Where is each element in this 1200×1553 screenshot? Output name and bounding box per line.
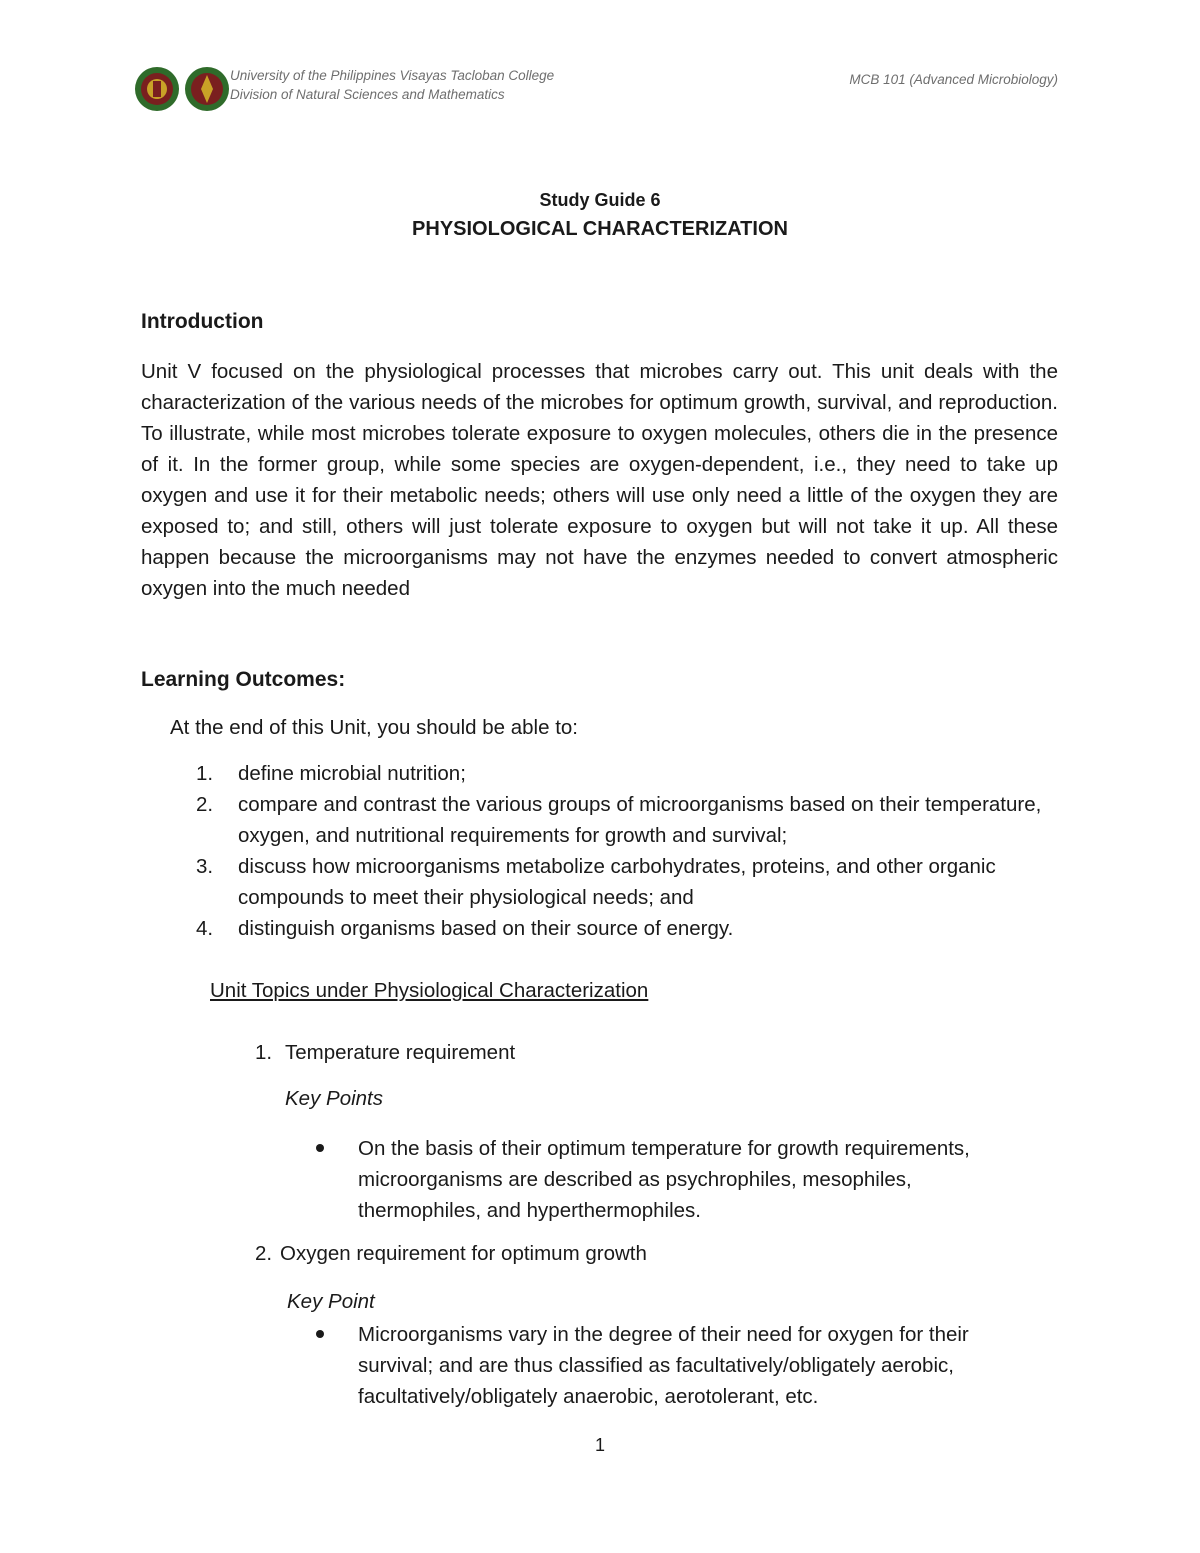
learning-outcomes-lead: At the end of this Unit, you should be able to: [170,716,578,739]
list-item-text: define microbial nutrition; [238,762,466,785]
introduction-paragraph: Unit V focused on the physiological processes that microbes carry out. This unit deals with the characterization of the various needs of the microbes for optimum growth, survival, and reproduction. To illustrate, while most microbes tolerate exposure to oxygen molecules, others die in the presence of it. In the former group, while some species are oxygen-dependent, i.e., they need to take up oxygen and use it for their metabolic needs; others will use only need a little of the oxygen they are exposed to; and still, others will just tolerate exposure to oxygen but will not take it up. All these happen because the microorganisms may not have the enzymes needed to convert atmospheric oxygen into the much needed [141,360,1058,600]
course-label: MCB 101 (Advanced Microbiology) [849,72,1058,87]
upvtc-seal-icon [184,66,230,112]
learning-outcomes-heading: Learning Outcomes: [141,668,346,691]
introduction-heading: Introduction [141,310,264,333]
topic-title: Oxygen requirement for optimum growth [280,1242,647,1265]
institution-line-2: Division of Natural Sciences and Mathematics [230,87,505,102]
key-point-bullet [316,1133,1036,1226]
page-number: 1 [594,1435,605,1455]
list-item-text: distinguish organisms based on their source of energy. [238,917,734,940]
page-header [134,64,1058,114]
topic-oxygen [255,1242,647,1266]
list-item [196,851,1056,913]
topic-number: 2. [255,1242,273,1265]
key-point-text: On the basis of their optimum temperature for growth requirements, microorganisms are described as psychrophiles, mesophiles, thermophiles, and hyperthermophiles. [358,1137,970,1222]
list-item [196,789,1056,851]
list-item-number: 2. [196,793,214,816]
topic-number: 1. [255,1041,273,1064]
list-item-text: discuss how microorganisms metabolize carbohydrates, proteins, and other organic compounds to meet their physiological needs; and [238,855,996,909]
list-item [196,913,1056,944]
institution-name [230,66,554,104]
list-item [196,758,1056,789]
bullet-icon [316,1330,324,1338]
key-point-text: Microorganisms vary in the degree of their need for oxygen for their survival; and are thus classified as facultatively/obligately aerobic, facultatively/obligately anaerobic, aerotolerant, etc. [358,1323,969,1408]
list-item-number: 4. [196,917,214,940]
study-guide-number: Study Guide 6 [539,190,661,210]
list-item-number: 1. [196,762,214,785]
bullet-icon [316,1144,324,1152]
key-point-bullet [316,1319,1036,1412]
topic-title: Temperature requirement [285,1041,516,1064]
learning-outcomes-list [196,758,1056,944]
key-points-label: Key Points [285,1087,383,1110]
institution-line-1: University of the Philippines Visayas Tacloban College [230,68,555,83]
list-item-text: compare and contrast the various groups of microorganisms based on their temperature, oxygen, and nutritional requirements for growth and survival; [238,793,1042,847]
key-points-label: Key Point [287,1290,375,1313]
list-item-number: 3. [196,855,214,878]
topic-temperature [255,1041,515,1065]
document-title: PHYSIOLOGICAL CHARACTERIZATION [412,218,788,240]
unit-topics-title: Unit Topics under Physiological Characterization [210,979,649,1002]
up-seal-icon [134,66,180,112]
